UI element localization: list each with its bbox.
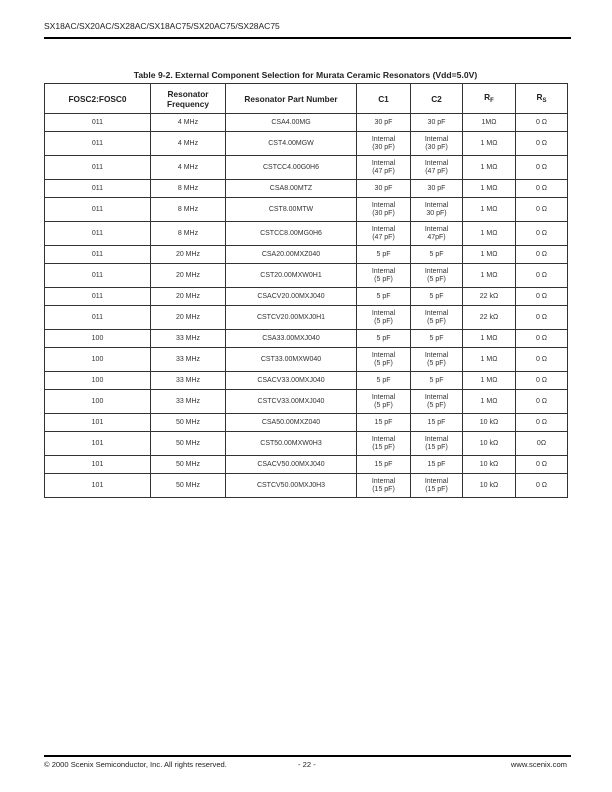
- cell-part-number: CSA4.00MG: [226, 114, 357, 132]
- cell-fosc: 100: [45, 390, 151, 414]
- cell-fosc: 011: [45, 156, 151, 180]
- col-frequency: Resonator Frequency: [151, 84, 226, 114]
- cell-frequency: 50 MHz: [151, 456, 226, 474]
- cell-rf: 1 MΩ: [463, 132, 516, 156]
- cell-fosc: 101: [45, 456, 151, 474]
- cell-c1: Internal (5 pF): [357, 390, 411, 414]
- cell-part-number: CSTCV33.00MXJ040: [226, 390, 357, 414]
- cell-part-number: CSA33.00MXJ040: [226, 330, 357, 348]
- cell-fosc: 011: [45, 306, 151, 330]
- col-rs-label: R: [536, 91, 543, 102]
- cell-c1: 30 pF: [357, 180, 411, 198]
- table-row: [45, 198, 568, 222]
- table-header-row: [45, 84, 568, 114]
- cell-c2: Internal (5 pF): [411, 264, 463, 288]
- cell-c1: 30 pF: [357, 114, 411, 132]
- cell-fosc: 100: [45, 372, 151, 390]
- col-fosc: FOSC2:FOSC0: [45, 84, 151, 114]
- footer-rule: [44, 755, 571, 757]
- cell-c1: 15 pF: [357, 456, 411, 474]
- cell-part-number: CSACV50.00MXJ040: [226, 456, 357, 474]
- table-row: [45, 114, 568, 132]
- cell-part-number: CSTCV20.00MXJ0H1: [226, 306, 357, 330]
- cell-rs: 0 Ω: [516, 180, 568, 198]
- cell-part-number: CSTCC4.00G0H6: [226, 156, 357, 180]
- table-row: [45, 246, 568, 264]
- cell-c1: Internal (5 pF): [357, 264, 411, 288]
- cell-rs: 0 Ω: [516, 372, 568, 390]
- cell-rf: 1 MΩ: [463, 330, 516, 348]
- cell-c2: 15 pF: [411, 456, 463, 474]
- table-row: [45, 264, 568, 288]
- cell-c2: 5 pF: [411, 330, 463, 348]
- table-row: [45, 222, 568, 246]
- cell-rf: 10 kΩ: [463, 456, 516, 474]
- cell-rs: 0 Ω: [516, 330, 568, 348]
- cell-rs: 0 Ω: [516, 348, 568, 372]
- cell-rs: 0 Ω: [516, 288, 568, 306]
- cell-fosc: 011: [45, 246, 151, 264]
- cell-rs: 0 Ω: [516, 132, 568, 156]
- cell-fosc: 011: [45, 288, 151, 306]
- cell-rs: 0 Ω: [516, 456, 568, 474]
- cell-rf: 1MΩ: [463, 114, 516, 132]
- table-row: [45, 180, 568, 198]
- cell-frequency: 20 MHz: [151, 306, 226, 330]
- cell-frequency: 8 MHz: [151, 198, 226, 222]
- cell-part-number: CST4.00MGW: [226, 132, 357, 156]
- cell-part-number: CSACV33.00MXJ040: [226, 372, 357, 390]
- table-body: [45, 114, 568, 498]
- cell-part-number: CST20.00MXW0H1: [226, 264, 357, 288]
- cell-c2: Internal (15 pF): [411, 432, 463, 456]
- cell-frequency: 8 MHz: [151, 180, 226, 198]
- cell-c2: 5 pF: [411, 288, 463, 306]
- cell-rs: 0 Ω: [516, 222, 568, 246]
- cell-rs: 0 Ω: [516, 156, 568, 180]
- cell-rs: 0 Ω: [516, 264, 568, 288]
- cell-fosc: 100: [45, 348, 151, 372]
- cell-c2: 15 pF: [411, 414, 463, 432]
- cell-c2: Internal (5 pF): [411, 390, 463, 414]
- footer-copyright: © 2000 Scenix Semiconductor, Inc. All rights reserved.: [44, 760, 227, 769]
- cell-frequency: 50 MHz: [151, 414, 226, 432]
- cell-c1: Internal (5 pF): [357, 348, 411, 372]
- cell-c2: Internal 30 pF): [411, 198, 463, 222]
- cell-c2: Internal (5 pF): [411, 348, 463, 372]
- cell-c2: 5 pF: [411, 372, 463, 390]
- table-row: [45, 414, 568, 432]
- cell-fosc: 101: [45, 474, 151, 498]
- cell-rs: 0 Ω: [516, 114, 568, 132]
- cell-fosc: 101: [45, 432, 151, 456]
- cell-frequency: 20 MHz: [151, 264, 226, 288]
- cell-part-number: CST50.00MXW0H3: [226, 432, 357, 456]
- cell-c1: 5 pF: [357, 330, 411, 348]
- resonator-table: [44, 83, 568, 498]
- col-c1: C1: [357, 84, 411, 114]
- col-rf: [463, 84, 516, 114]
- cell-c1: 5 pF: [357, 372, 411, 390]
- cell-c2: 30 pF: [411, 180, 463, 198]
- cell-rf: 1 MΩ: [463, 246, 516, 264]
- cell-c1: Internal (15 pF): [357, 432, 411, 456]
- cell-rs: 0 Ω: [516, 198, 568, 222]
- col-part-number: Resonator Part Number: [226, 84, 357, 114]
- cell-rf: 1 MΩ: [463, 390, 516, 414]
- cell-part-number: CSA8.00MTZ: [226, 180, 357, 198]
- running-header: SX18AC/SX20AC/SX28AC/SX18AC75/SX20AC75/SX28AC75: [44, 21, 280, 31]
- cell-frequency: 20 MHz: [151, 246, 226, 264]
- cell-c1: 5 pF: [357, 246, 411, 264]
- cell-frequency: 4 MHz: [151, 132, 226, 156]
- cell-frequency: 33 MHz: [151, 348, 226, 372]
- cell-c1: 15 pF: [357, 414, 411, 432]
- col-c2: C2: [411, 84, 463, 114]
- cell-frequency: 8 MHz: [151, 222, 226, 246]
- cell-frequency: 4 MHz: [151, 156, 226, 180]
- cell-part-number: CSTCC8.00MG0H6: [226, 222, 357, 246]
- cell-rf: 1 MΩ: [463, 198, 516, 222]
- cell-frequency: 4 MHz: [151, 114, 226, 132]
- cell-c2: 30 pF: [411, 114, 463, 132]
- cell-c1: Internal (30 pF): [357, 132, 411, 156]
- cell-fosc: 100: [45, 330, 151, 348]
- cell-c2: 5 pF: [411, 246, 463, 264]
- cell-fosc: 011: [45, 180, 151, 198]
- cell-rf: 1 MΩ: [463, 180, 516, 198]
- footer-url: www.scenix.com: [510, 760, 567, 769]
- cell-c2: Internal (15 pF): [411, 474, 463, 498]
- cell-rf: 1 MΩ: [463, 156, 516, 180]
- table-row: [45, 390, 568, 414]
- cell-c1: Internal (47 pF): [357, 156, 411, 180]
- cell-frequency: 50 MHz: [151, 432, 226, 456]
- cell-rf: 10 kΩ: [463, 432, 516, 456]
- table-row: [45, 156, 568, 180]
- cell-rf: 1 MΩ: [463, 222, 516, 246]
- cell-frequency: 50 MHz: [151, 474, 226, 498]
- cell-part-number: CST33.00MXW040: [226, 348, 357, 372]
- cell-frequency: 20 MHz: [151, 288, 226, 306]
- cell-rf: 1 MΩ: [463, 264, 516, 288]
- cell-c1: 5 pF: [357, 288, 411, 306]
- cell-c1: Internal (47 pF): [357, 222, 411, 246]
- cell-part-number: CSACV20.00MXJ040: [226, 288, 357, 306]
- table-row: [45, 132, 568, 156]
- table-row: [45, 288, 568, 306]
- cell-frequency: 33 MHz: [151, 330, 226, 348]
- cell-c2: Internal (47 pF): [411, 156, 463, 180]
- cell-fosc: 011: [45, 222, 151, 246]
- cell-fosc: 101: [45, 414, 151, 432]
- cell-part-number: CSA50.00MXZ040: [226, 414, 357, 432]
- cell-part-number: CSA20.00MXZ040: [226, 246, 357, 264]
- cell-frequency: 33 MHz: [151, 390, 226, 414]
- cell-rf: 1 MΩ: [463, 348, 516, 372]
- footer-page-number: - 22 -: [298, 760, 316, 769]
- cell-part-number: CSTCV50.00MXJ0H3: [226, 474, 357, 498]
- cell-rs: 0Ω: [516, 432, 568, 456]
- table-row: [45, 330, 568, 348]
- cell-part-number: CST8.00MTW: [226, 198, 357, 222]
- cell-c1: Internal (15 pF): [357, 474, 411, 498]
- cell-rs: 0 Ω: [516, 306, 568, 330]
- cell-rf: 10 kΩ: [463, 474, 516, 498]
- cell-c2: Internal (5 pF): [411, 306, 463, 330]
- table-row: [45, 432, 568, 456]
- cell-frequency: 33 MHz: [151, 372, 226, 390]
- cell-c2: Internal 47pF): [411, 222, 463, 246]
- table-caption: Table 9-2. External Component Selection for Murata Ceramic Resonators (Vdd=5.0V): [133, 70, 478, 80]
- table-row: [45, 456, 568, 474]
- col-rs-sub: S: [542, 97, 547, 104]
- cell-c1: Internal (30 pF): [357, 198, 411, 222]
- cell-fosc: 011: [45, 114, 151, 132]
- cell-rf: 1 MΩ: [463, 372, 516, 390]
- cell-fosc: 011: [45, 264, 151, 288]
- table-row: [45, 348, 568, 372]
- col-rs: [516, 84, 568, 114]
- cell-rf: 10 kΩ: [463, 414, 516, 432]
- cell-rs: 0 Ω: [516, 474, 568, 498]
- cell-rs: 0 Ω: [516, 246, 568, 264]
- table-row: [45, 306, 568, 330]
- table-row: [45, 474, 568, 498]
- cell-rf: 22 kΩ: [463, 288, 516, 306]
- cell-c1: Internal (5 pF): [357, 306, 411, 330]
- cell-rs: 0 Ω: [516, 414, 568, 432]
- col-rf-label: R: [484, 91, 491, 102]
- cell-fosc: 011: [45, 132, 151, 156]
- cell-rs: 0 Ω: [516, 390, 568, 414]
- cell-rf: 22 kΩ: [463, 306, 516, 330]
- table-row: [45, 372, 568, 390]
- header-rule: [44, 37, 571, 39]
- col-rf-sub: F: [490, 97, 494, 104]
- cell-fosc: 011: [45, 198, 151, 222]
- cell-c2: Internal (30 pF): [411, 132, 463, 156]
